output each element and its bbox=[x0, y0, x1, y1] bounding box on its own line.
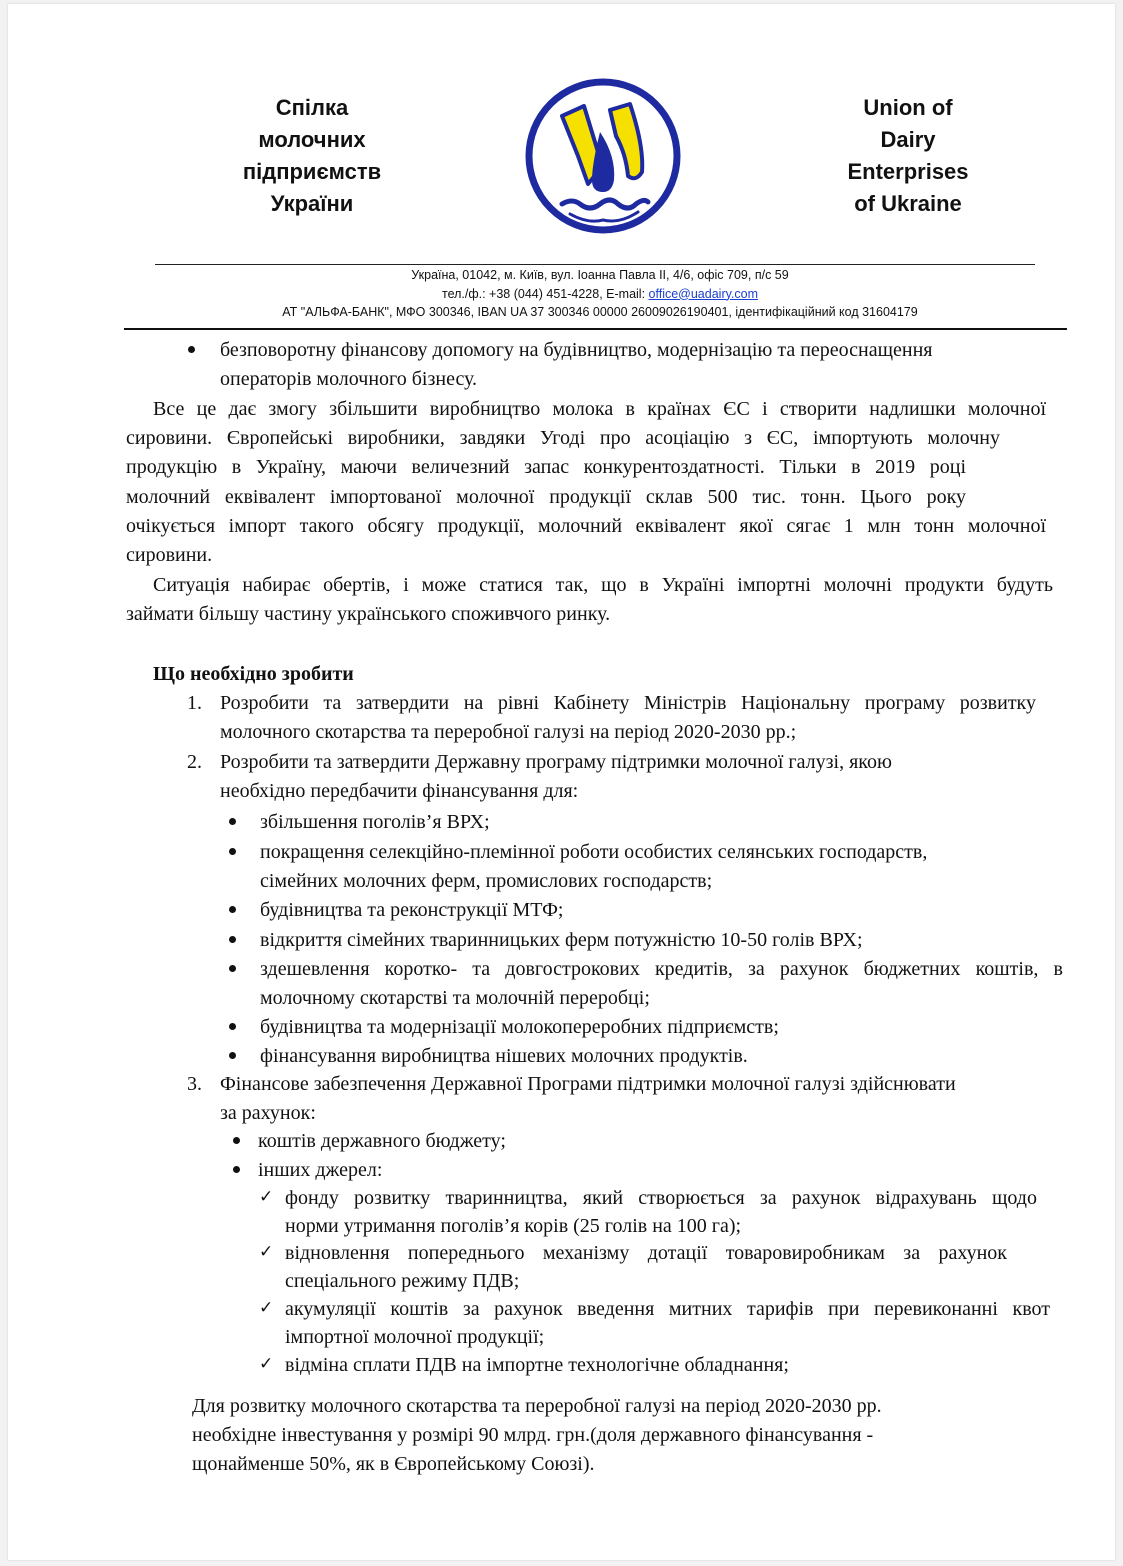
paragraph-line: молочний еквівалент імпортованої молочної продукції склав 500 тис. тонн. Цього року bbox=[126, 486, 966, 508]
checkmark-icon: ✓ bbox=[259, 1298, 274, 1318]
bank-details-line: АТ "АЛЬФА-БАНК", МФО 300346, IBAN UA 37 300346 00000 26009026190401, ідентифікаційний код 31604179 bbox=[282, 305, 918, 319]
bullet-icon bbox=[229, 965, 236, 972]
org-name-ukrainian bbox=[222, 92, 402, 220]
sub-bullet-line: збільшення поголів’я ВРХ; bbox=[260, 811, 490, 833]
address-line: Україна, 01042, м. Київ, вул. Іоанна Павла ІІ, 4/6, офіс 709, п/с 59 bbox=[411, 268, 789, 282]
org-name-ua-line: Спілка bbox=[275, 95, 349, 120]
paragraph-line: очікується імпорт такого обсягу продукції, молочний еквівалент якої сягає 1 млн тонн молочної bbox=[126, 515, 1046, 537]
bullet-icon bbox=[229, 936, 236, 943]
bullet-icon bbox=[188, 346, 195, 353]
bullet-icon bbox=[233, 1166, 240, 1173]
closing-line: необхідне інвестування у розмірі 90 млрд. грн.(доля державного фінансування - bbox=[192, 1424, 874, 1446]
org-name-en-line: Union of bbox=[863, 95, 953, 120]
sub-bullet-line: покращення селекційно-племінної роботи особистих селянських господарств, bbox=[260, 841, 928, 863]
sub-bullet-line: молочному скотарстві та молочній переробці; bbox=[260, 987, 650, 1009]
org-name-en-line: Dairy bbox=[880, 127, 936, 152]
check-item-line: фонду розвитку тваринництва, який створюється за рахунок відрахувань щодо bbox=[285, 1187, 1037, 1209]
paragraph-line: займати більшу частину українського споживчого ринку. bbox=[126, 603, 611, 625]
bullet-icon bbox=[229, 906, 236, 913]
header-divider bbox=[155, 264, 1035, 265]
bullet-icon bbox=[229, 848, 236, 855]
org-name-en-line: Enterprises bbox=[847, 159, 969, 184]
org-name-ua-line: України bbox=[270, 191, 354, 216]
check-item-line: норми утримання поголів’я корів (25 голів на 100 га); bbox=[285, 1215, 742, 1237]
section-heading: Що необхідно зробити bbox=[153, 663, 354, 685]
source-bullet-line: інших джерел: bbox=[258, 1159, 383, 1181]
closing-line: Для розвитку молочного скотарства та переробної галузі на період 2020-2030 рр. bbox=[192, 1395, 882, 1417]
sub-bullet-line: здешевлення коротко- та довгострокових кредитів, за рахунок бюджетних коштів, в bbox=[260, 958, 1063, 980]
list-item-line: молочного скотарства та переробної галузі на період 2020-2030 рр.; bbox=[220, 721, 797, 743]
org-name-ua-line: підприємств bbox=[242, 159, 382, 184]
source-bullet-line: коштів державного бюджету; bbox=[258, 1130, 506, 1152]
list-item-line: Фінансове забезпечення Державної Програми підтримки молочної галузі здійснювати bbox=[220, 1073, 956, 1095]
header-bottom-rule bbox=[124, 328, 1067, 330]
check-item-line: імпортної молочної продукції; bbox=[285, 1326, 545, 1348]
bullet-icon bbox=[233, 1137, 240, 1144]
list-item-line: необхідно передбачити фінансування для: bbox=[220, 780, 579, 802]
bullet-icon bbox=[229, 1023, 236, 1030]
list-item-line: за рахунок: bbox=[220, 1102, 316, 1124]
email-link[interactable]: office@uadairy.com bbox=[648, 286, 759, 301]
closing-line: щонайменше 50%, як в Європейському Союзі). bbox=[192, 1453, 595, 1475]
check-item-line: відновлення попереднього механізму дотації товаровиробникам за рахунок bbox=[285, 1242, 1007, 1264]
org-name-english bbox=[818, 92, 998, 220]
dairy-union-logo bbox=[518, 76, 688, 236]
paragraph-line: Ситуація набирає обертів, і може статися так, що в Україні імпортні молочні продукти будуть bbox=[153, 574, 1053, 596]
sub-bullet-line: будівництва та реконструкції МТФ; bbox=[260, 899, 564, 921]
list-number: 3. bbox=[187, 1073, 202, 1095]
sub-bullet-line: будівництва та модернізації молокопереробних підприємств; bbox=[260, 1016, 779, 1038]
paragraph-line: продукцію в Україну, маючи величезний запас конкурентоздатності. Тільки в 2019 році bbox=[126, 456, 966, 478]
org-name-ua-line: молочних bbox=[258, 127, 366, 152]
checkmark-icon: ✓ bbox=[259, 1242, 274, 1262]
check-item-line: відміна сплати ПДВ на імпортне технологічне обладнання; bbox=[285, 1354, 789, 1376]
org-name-en-line: of Ukraine bbox=[854, 191, 962, 216]
checkmark-icon: ✓ bbox=[259, 1187, 274, 1207]
paragraph-line: Все це дає змогу збільшити виробництво молока в країнах ЄС і створити надлишки молочної bbox=[153, 398, 1046, 420]
intro-bullet-line: операторів молочного бізнесу. bbox=[220, 368, 478, 390]
phone-text: тел./ф.: +38 (044) 451-4228, E-mail: bbox=[441, 286, 649, 301]
list-item-line: Розробити та затвердити на рівні Кабінету Міністрів Національну програму розвитку bbox=[220, 692, 1036, 714]
list-number: 2. bbox=[187, 751, 202, 773]
paragraph-line: сировини. Європейські виробники, завдяки Угоді про асоціацію з ЄС, імпортують молочну bbox=[126, 427, 1000, 449]
contact-block bbox=[100, 266, 1100, 322]
list-number: 1. bbox=[187, 692, 202, 714]
phone-email-line bbox=[100, 285, 1100, 304]
check-item-line: спеціального режиму ПДВ; bbox=[285, 1270, 520, 1292]
sub-bullet-line: сімейних молочних ферм, промислових господарств; bbox=[260, 870, 713, 892]
checkmark-icon: ✓ bbox=[259, 1354, 274, 1374]
sub-bullet-line: фінансування виробництва нішевих молочних продуктів. bbox=[260, 1045, 748, 1067]
bullet-icon bbox=[229, 1052, 236, 1059]
paragraph-line: сировини. bbox=[126, 544, 213, 566]
intro-bullet-line: безповоротну фінансову допомогу на будівництво, модернізацію та переоснащення bbox=[220, 339, 933, 361]
bullet-icon bbox=[229, 818, 236, 825]
sub-bullet-line: відкриття сімейних тваринницьких ферм потужністю 10-50 голів ВРХ; bbox=[260, 929, 863, 951]
check-item-line: акумуляції коштів за рахунок введення митних тарифів при перевиконанні квот bbox=[285, 1298, 1050, 1320]
list-item-line: Розробити та затвердити Державну програму підтримки молочної галузі, якою bbox=[220, 751, 892, 773]
